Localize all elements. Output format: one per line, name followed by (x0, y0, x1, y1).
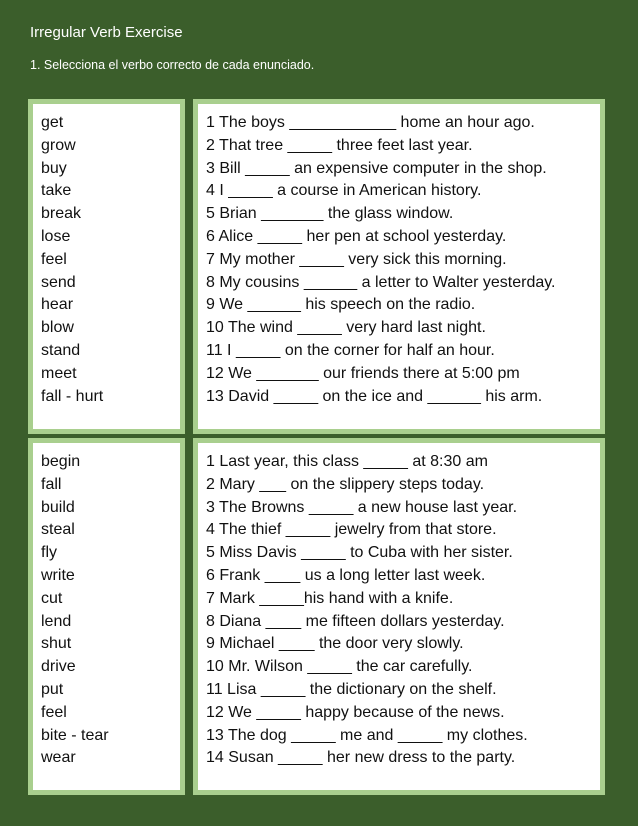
sentence-item: 12 We _____ happy because of the news. (206, 703, 505, 721)
sentence-list-1 (198, 104, 600, 408)
word-item: drive (41, 658, 76, 676)
word-item: bite - tear (41, 726, 109, 744)
word-item: lose (41, 227, 71, 245)
sentence-item: 7 Mark _____his hand with a knife. (206, 589, 454, 607)
sentence-item: 3 Bill _____ an expensive computer in the shop. (206, 159, 547, 177)
word-item: fall - hurt (41, 387, 104, 405)
sentence-box-1 (193, 99, 605, 434)
word-item: buy (41, 159, 67, 177)
sentence-item: 7 My mother _____ very sick this morning. (206, 250, 507, 268)
word-bank-2 (28, 438, 185, 795)
word-item: put (41, 680, 64, 698)
sentence-list-2 (198, 443, 600, 770)
sentence-item: 11 Lisa _____ the dictionary on the shelf. (206, 680, 497, 698)
word-item: lend (41, 612, 72, 630)
sentence-item: 6 Frank ____ us a long letter last week. (206, 566, 486, 584)
sentence-item: 11 I _____ on the corner for half an hour. (206, 341, 495, 359)
word-item: steal (41, 521, 75, 539)
sentence-item: 5 Brian _______ the glass window. (206, 205, 454, 223)
word-item: write (41, 566, 75, 584)
sentence-item: 8 My cousins ______ a letter to Walter yesterday. (206, 273, 556, 291)
word-item: take (41, 182, 72, 200)
sentence-item: 4 The thief _____ jewelry from that store. (206, 521, 497, 539)
sentence-box-2 (193, 438, 605, 795)
word-item: hear (41, 296, 74, 314)
word-list-2 (33, 443, 180, 770)
word-item: build (41, 498, 75, 516)
sentence-item: 2 Mary ___ on the slippery steps today. (206, 475, 485, 493)
word-item: blow (41, 319, 74, 337)
sentence-item: 4 I _____ a course in American history. (206, 182, 482, 200)
word-item: fly (41, 544, 57, 562)
instruction-text: 1. Selecciona el verbo correcto de cada enunciado. (30, 58, 315, 72)
word-item: send (41, 273, 76, 291)
sentence-item: 9 We ______ his speech on the radio. (206, 296, 476, 314)
sentence-item: 14 Susan _____ her new dress to the party. (206, 749, 516, 767)
word-item: meet (41, 364, 77, 382)
sentence-item: 3 The Browns _____ a new house last year. (206, 498, 518, 516)
sentence-item: 8 Diana ____ me fifteen dollars yesterday. (206, 612, 505, 630)
word-item: fall (41, 475, 62, 493)
word-item: break (41, 205, 82, 223)
word-item: begin (41, 453, 81, 470)
sentence-item: 9 Michael ____ the door very slowly. (206, 635, 464, 653)
sentence-item: 12 We _______ our friends there at 5:00 pm (206, 364, 520, 382)
word-item: cut (41, 589, 63, 607)
sentence-item: 13 The dog _____ me and _____ my clothes. (206, 726, 528, 744)
sentence-item: 5 Miss Davis _____ to Cuba with her sister. (206, 544, 513, 562)
word-item: grow (41, 136, 76, 154)
sentence-item: 10 Mr. Wilson _____ the car carefully. (206, 658, 473, 676)
sentence-item: 6 Alice _____ her pen at school yesterday. (206, 227, 507, 245)
sentence-item: 1 The boys ____________ home an hour ago. (206, 114, 535, 131)
sentence-item: 10 The wind _____ very hard last night. (206, 319, 486, 337)
word-item: feel (41, 703, 67, 721)
sentence-item: 1 Last year, this class _____ at 8:30 am (206, 453, 488, 470)
word-bank-1 (28, 99, 185, 434)
word-item: stand (41, 341, 81, 359)
word-item: shut (41, 635, 72, 653)
page-title: Irregular Verb Exercise (30, 24, 183, 41)
word-item: get (41, 114, 64, 131)
word-list-1 (33, 104, 180, 408)
word-item: feel (41, 250, 67, 268)
sentence-item: 2 That tree _____ three feet last year. (206, 136, 473, 154)
word-item: wear (41, 749, 76, 767)
sentence-item: 13 David _____ on the ice and ______ his arm. (206, 387, 543, 405)
